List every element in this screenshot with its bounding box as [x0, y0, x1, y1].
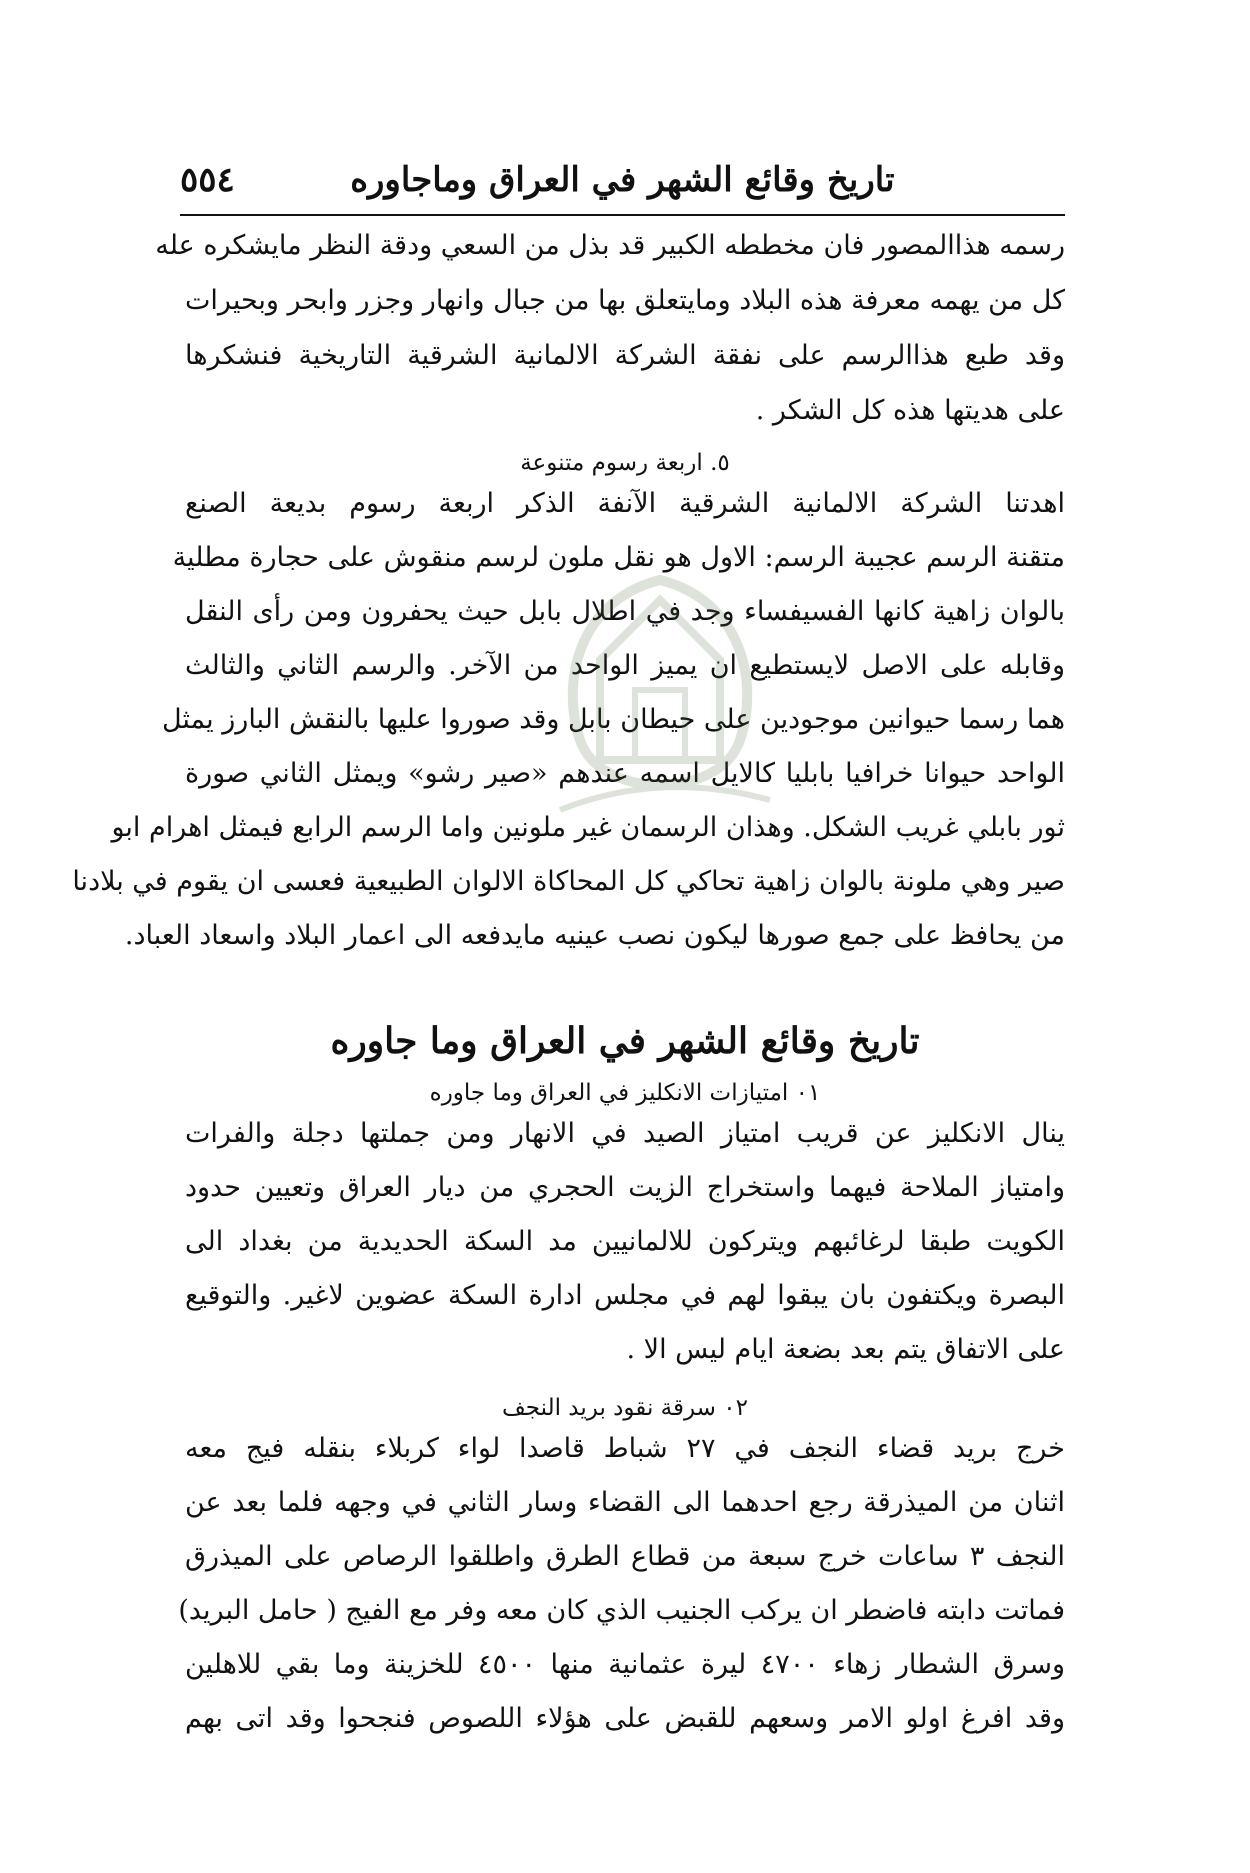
text-line: وامتياز الملاحة فيهما واستخراج الزيت الحجري من ديار العراق وتعيين حدود [185, 1172, 1065, 1203]
text-line: فماتت دابته فاضطر ان يركب الجنيب الذي كان معه وفر مع الفيج ( حامل البريد) [178, 1595, 1065, 1626]
page-number: ٥٥٤ [180, 160, 235, 200]
text-line: ينال الانكليز عن قريب امتياز الصيد في الانهار ومن جملتها دجلة والفرات [185, 1118, 1065, 1149]
section-english-concessions [185, 1080, 1065, 1386]
section-najaf-mail-theft [178, 1395, 1066, 1759]
section-four-drawings [72, 450, 1065, 976]
text-line: على الاتفاق يتم بعد بضعة ايام ليس الا . [626, 1334, 1065, 1365]
text-line: على هديتها هذه كل الشكر . [755, 395, 1065, 426]
text-line: اثنان من الميذرقة رجع احدهما الى القضاء وسار الثاني في وجهه فلما بعد عن [185, 1487, 1065, 1518]
chapter-heading-block [185, 1020, 1065, 1080]
text-line: وقد افرغ اولو الامر وسعهم للقبض على هؤلاء اللصوص فنجحوا وقد اتى بهم [185, 1703, 1065, 1734]
paragraph-continued [155, 230, 1065, 447]
text-line: من يحافظ على جمع صورها ليكون نصب عينيه مايدفعه الى اعمار البلاد واسعاد العباد. [124, 920, 1065, 951]
text-line: خرج بريد قضاء النجف في ٢٧ شباط قاصدا لواء كربلاء بنقله فيج معه [185, 1433, 1065, 1464]
text-line: هما رسما حيوانين موجودين على حيطان بابل وقد صوروا عليها بالنقش البارز يمثل [161, 704, 1065, 735]
section-heading: ٠٢ سرقة نقود بريد النجف [502, 1395, 748, 1421]
text-line: البصرة ويكتفون بان يبقوا لهم في مجلس ادارة السكة عضوين لاغير. والتوقيع [185, 1280, 1065, 1311]
text-line: وقابله على الاصل لايستطيع ان يميز الواحد من الآخر. والرسم الثاني والثالث [185, 650, 1065, 681]
running-title: تاريخ وقائع الشهر في العراق وماجاوره [350, 160, 895, 200]
text-line: الواحد حيوانا خرافيا بابليا كالايل اسمه عندهم «صير رشو» ويمثل الثاني صورة [185, 758, 1065, 789]
section-heading: ٥. اربعة رسوم متنوعة [520, 450, 730, 476]
text-line: وقد طبع هذاالرسم على نفقة الشركة الالمانية الشرقية التاريخية فنشكرها [185, 340, 1065, 371]
text-line: صير وهي ملونة بالوان زاهية تحاكي كل المحاكاة الالوان الطبيعية فعسى ان يقوم في بلادنا [72, 866, 1065, 897]
text-line: كل من يهمه معرفة هذه البلاد ومايتعلق بها من جبال وانهار وجزر وابحر وبحيرات [185, 285, 1065, 316]
section-heading: ٠١ امتيازات الانكليز في العراق وما جاوره [429, 1080, 821, 1106]
chapter-heading: تاريخ وقائع الشهر في العراق وما جاوره [330, 1020, 920, 1062]
text-line: وسرق الشطار زهاء ٤٧٠٠ ليرة عثمانية منها ٤٥٠٠ للخزينة وما بقي للاهلين [185, 1649, 1066, 1680]
text-line: اهدتنا الشركة الالمانية الشرقية الآنفة الذكر اربعة رسوم بديعة الصنع [185, 488, 1065, 519]
text-line: ثور بابلي غريب الشكل. وهذان الرسمان غير ملونين واما الرسم الرابع فيمثل اهرام ابو [111, 812, 1065, 843]
text-line: بالوان زاهية كانها الفسيفساء وجد في اطلال بابل حيث يحفرون ومن رأى النقل [185, 596, 1065, 627]
text-line: الكويت طبقا لرغائبهم ويتركون للالمانيين مد السكة الحديدية من بغداد الى [185, 1226, 1065, 1257]
text-line: رسمه هذاالمصور فان مخططه الكبير قد بذل من السعي ودقة النظر مايشكره عله [155, 230, 1065, 261]
header-rule [180, 214, 1065, 216]
text-line: النجف ٣ ساعات خرج سبعة من قطاع الطرق واطلقوا الرصاص على الميذرق [185, 1541, 1065, 1572]
page-header [180, 150, 1070, 210]
text-line: متقنة الرسم عجيبة الرسم: الاول هو نقل ملون لرسم منقوش على حجارة مطلية [172, 542, 1065, 573]
